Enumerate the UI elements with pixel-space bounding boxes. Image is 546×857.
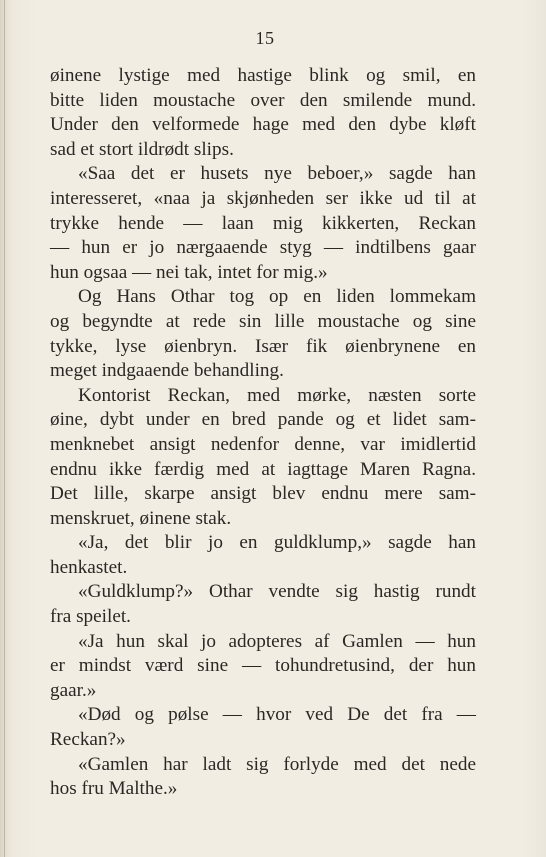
text-line: trykke hende — laan mig kikkerten, Reckan: [50, 212, 476, 234]
text-line: henkastet.: [50, 556, 128, 578]
text-line: «Ja hun skal jo adopteres af Gamlen — hun: [78, 630, 476, 652]
text-line: menskruet, øinene stak.: [50, 507, 232, 529]
body-text: [50, 64, 476, 802]
text-line: «Ja, det blir jo en guldklump,» sagde han: [78, 532, 476, 554]
text-line: interesseret, «naa ja skjønheden ser ikke ud til at: [50, 187, 476, 209]
text-line: Reckan?»: [50, 729, 126, 751]
text-line: bitte liden moustache over den smilende mund.: [50, 89, 476, 111]
text-line: øine, dybt under en bred pande og et lidet sam-: [50, 409, 476, 431]
text-line: hun ogsaa — nei tak, intet for mig.»: [50, 261, 328, 283]
text-line: fra speilet.: [50, 606, 131, 628]
text-line: sad et stort ildrødt slips.: [50, 138, 234, 160]
text-line: «Saa det er husets nye beboer,» sagde han: [78, 163, 476, 185]
text-line: — hun er jo nærgaaende styg — indtilbens gaar: [50, 237, 476, 259]
text-line: hos fru Malthe.»: [50, 778, 178, 800]
text-line: endnu ikke færdig med at iagttage Maren Ragna.: [50, 458, 476, 480]
text-line: er mindst værd sine — tohundretusind, der hun: [50, 655, 476, 677]
text-line: «Død og pølse — hvor ved De det fra —: [78, 704, 476, 726]
text-line: og begyndte at rede sin lille moustache og sine: [50, 310, 476, 332]
text-line: meget indgaaende behandling.: [50, 360, 284, 382]
page-gutter-edge: [4, 0, 5, 857]
text-line: «Guldklump?» Othar vendte sig hastig rundt: [78, 581, 476, 603]
text-line: tykke, lyse øienbryn. Især fik øienbrynene en: [50, 335, 476, 357]
text-line: Det lille, skarpe ansigt blev endnu mere sam-: [50, 483, 476, 505]
text-line: Under den velformede hage med den dybe kløft: [50, 114, 476, 136]
text-line: gaar.»: [50, 679, 97, 701]
text-line: Kontorist Reckan, med mørke, næsten sorte: [78, 384, 476, 406]
text-line: øinene lystige med hastige blink og smil, en: [50, 65, 476, 86]
text-line: «Gamlen har ladt sig forlyde med det nede: [78, 753, 476, 775]
text-line: Og Hans Othar tog op en liden lommekam: [78, 286, 476, 308]
page-number: 15: [255, 28, 275, 48]
text-line: menknebet ansigt nedenfor denne, var imidlertid: [50, 433, 476, 455]
